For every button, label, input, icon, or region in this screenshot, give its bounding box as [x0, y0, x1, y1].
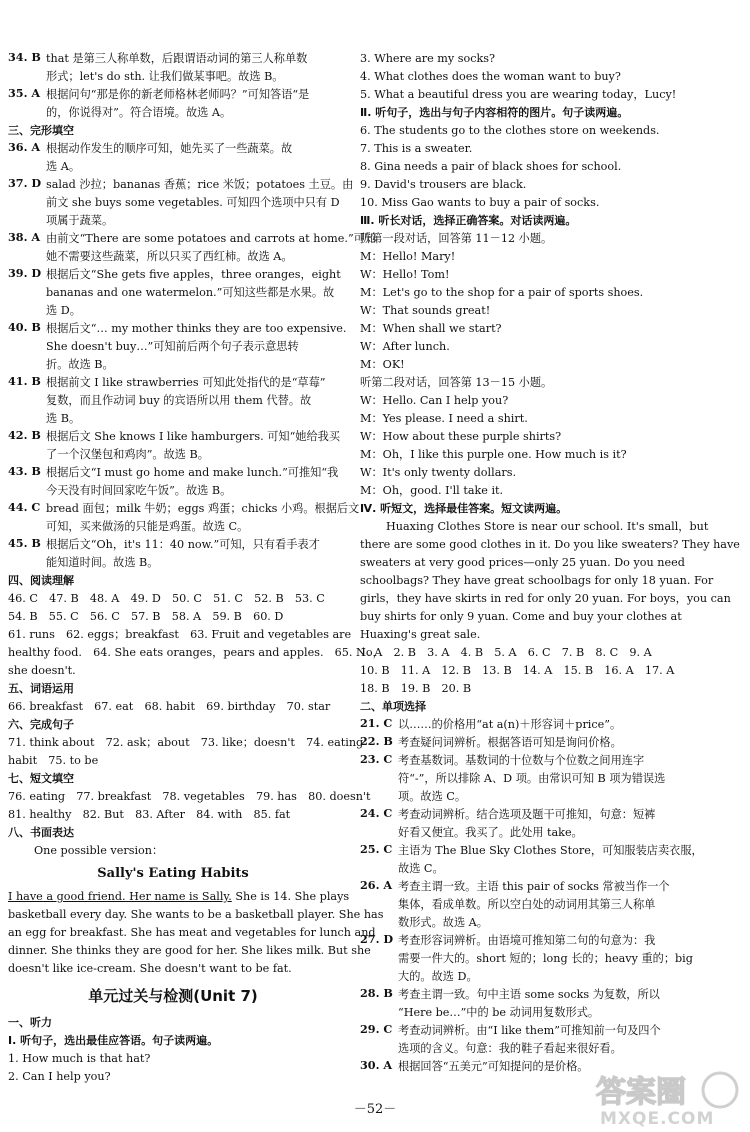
answer-number: 21. C	[360, 716, 393, 730]
text-line: 3. Where are my socks?	[360, 52, 496, 65]
explanation-line: 考查动词辨析。结合选项及题干可推知，句意：短裤	[398, 808, 656, 821]
text-line: 66. breakfast 67. eat 68. habit 69. birthday 70. star	[8, 700, 331, 713]
watermark-circle-icon	[703, 1073, 737, 1107]
text-line: W：Hello! Tom!	[360, 268, 450, 281]
listening-part-i-heading: Ⅰ. 听句子，选出最佳应答语。句子读两遍。	[8, 1034, 219, 1047]
answer-item	[360, 878, 688, 932]
answer-item	[360, 842, 703, 878]
right-column	[360, 50, 740, 1076]
text-line: 18. B 19. B 20. B	[360, 682, 472, 695]
text-line: 6. The students go to the clothes store on weekends.	[360, 124, 660, 137]
explanation-line: salad 沙拉；bananas 香蕉；rice 米饭；potatoes 土豆。由	[46, 178, 354, 191]
section-heading-single-choice: 二、单项选择	[360, 700, 426, 713]
answer-number: 30. A	[360, 1058, 393, 1072]
answer-item	[8, 230, 377, 266]
section-heading-words: 五、词语运用	[8, 682, 74, 695]
explanation-line: 根据后文“I must go home and make lunch.”可推知“我	[46, 466, 339, 479]
explanation-line: 项。故选 C。	[398, 790, 467, 803]
explanation-line: bread 面包；milk 牛奶；eggs 鸡蛋；chicks 小鸡。根据后文	[46, 502, 360, 515]
explanation-line: 考查主谓一致。主语 this pair of socks 常被当作一个	[398, 880, 670, 893]
explanation-line: 根据回答“五美元”可知提问的是价格。	[398, 1060, 589, 1073]
text-line: 7. This is a sweater.	[360, 142, 473, 155]
explanation-line: 由前文“There are some potatoes and carrots at home.”可知	[46, 232, 377, 245]
answer-item	[360, 986, 688, 1022]
text-line: M：Yes please. I need a shirt.	[360, 412, 528, 425]
explanation-line: 根据后文 She knows I like hamburgers. 可知“她给我买	[46, 430, 341, 443]
explanation-line: 选项的含义。句意：我的鞋子看起来很好看。	[398, 1042, 622, 1055]
text-line: sweaters at very good prices—only 25 yuan. Do you need	[360, 556, 685, 569]
explanation-line: 根据前文 I like strawberries 可知此处指代的是“草莓”	[46, 376, 326, 389]
explanation-line: She doesn't buy…”可知前后两个句子表示意思转	[46, 340, 299, 353]
text-line: buy shirts for only 9 yuan. Come and buy your clothes at	[360, 610, 682, 623]
text-line: 54. B 55. C 56. C 57. B 58. A 59. B 60. D	[8, 610, 284, 623]
text-line: schoolbags? They have great schoolbags for only 18 yuan. For	[360, 574, 714, 587]
answer-number: 27. D	[360, 932, 394, 946]
essay-title: Sally's Eating Habits	[97, 866, 249, 881]
listening-sentences-1-2	[8, 1050, 338, 1086]
listening-passage	[360, 518, 740, 644]
answer-number: 38. A	[8, 230, 41, 244]
section-heading-cloze: 三、完形填空	[8, 124, 74, 137]
answer-explanation	[398, 1022, 688, 1058]
explanation-line: 选 B。	[46, 412, 81, 425]
text-line: girls，they have skirts in red for only 20 yuan. For boys，you can	[360, 592, 731, 605]
text-line: 9. David's trousers are black.	[360, 178, 527, 191]
explanation-line: 故选 C。	[398, 862, 444, 875]
explanation-line: that 是第三人称单数，后跟谓语动词的第三人称单数	[46, 52, 308, 65]
answer-explanation	[398, 878, 688, 932]
text-line: habit 75. to be	[8, 754, 99, 767]
passage-cloze-answers	[8, 788, 371, 824]
text-line: M：Let's go to the shop for a pair of sports shoes.	[360, 286, 644, 299]
text-line: M：Oh，I like this purple one. How much is it?	[360, 448, 627, 461]
text-line: Huaxing's great sale.	[360, 628, 481, 641]
explanation-line: 的，你说得对”。符合语境。故选 A。	[46, 106, 232, 119]
text-line: 8. Gina needs a pair of black shoes for school.	[360, 160, 622, 173]
answer-explanation	[398, 986, 688, 1022]
explanation-line: 今天没有时间回家吃午饭”。故选 B。	[46, 484, 232, 497]
answer-item	[360, 932, 693, 986]
essay-first-sentence: I have a good friend. Her name is Sally.	[8, 890, 232, 903]
explanation-line: 考查动词辨析。由“I like them”可推知前一句及四个	[398, 1024, 661, 1037]
answer-number: 39. D	[8, 266, 42, 280]
answer-explanation	[46, 266, 341, 320]
text-line: 10. B 11. A 12. B 13. B 14. A 15. B 16. A 17. A	[360, 664, 675, 677]
section-heading-writing: 八、书面表达	[8, 826, 74, 839]
essay-first-rest: She is 14. She plays	[231, 890, 350, 903]
answer-item	[8, 374, 338, 428]
answer-item	[8, 140, 338, 176]
explanation-line: 考查基数词。基数词的十位数与个位数之间用连字	[398, 754, 645, 767]
answer-number: 28. B	[360, 986, 393, 1000]
answer-explanation	[46, 374, 338, 428]
answer-number: 35. A	[8, 86, 41, 100]
text-line: M：When shall we start?	[360, 322, 502, 335]
answer-number: 24. C	[360, 806, 393, 820]
answer-number: 34. B	[8, 50, 41, 64]
explanation-line: 能知道时间。故选 B。	[46, 556, 159, 569]
text-line: M：OK!	[360, 358, 405, 371]
answer-number: 22. B	[360, 734, 393, 748]
reading-answers	[8, 590, 384, 680]
watermark-logo	[592, 1068, 742, 1130]
essay-first-line	[8, 888, 350, 906]
explanation-line: 考查疑问词辨析。根据答语可知是询问价格。	[398, 736, 622, 749]
answer-item	[8, 500, 360, 536]
answer-item	[8, 536, 338, 572]
text-line: 1. A 2. B 3. A 4. B 5. A 6. C 7. B 8. C 9. A	[360, 646, 652, 659]
answer-explanation	[46, 428, 341, 464]
explanation-line: 考查形容词辨析。由语境可推知第二句的句意为：我	[398, 934, 656, 947]
explanation-line: 折。故选 B。	[46, 358, 114, 371]
explanation-line: 根据后文“She gets five apples，three oranges，eight	[46, 268, 341, 281]
text-line: 1. How much is that hat?	[8, 1052, 151, 1065]
explanation-line: bananas and one watermelon.”可知这些都是水果。故	[46, 286, 335, 299]
answer-number: 23. C	[360, 752, 393, 766]
text-line: healthy food. 64. She eats oranges，pears and apples. 65. No，	[8, 646, 384, 659]
answer-number: 42. B	[8, 428, 41, 442]
answer-item	[360, 734, 688, 752]
text-line: W：It's only twenty dollars.	[360, 466, 517, 479]
explanation-line: 根据后文“Oh，it's 11：40 now.”可知，只有看手表才	[46, 538, 320, 551]
listening-sentences-3-5	[360, 50, 688, 104]
writing-version-label: One possible version：	[34, 844, 164, 857]
explanation-line: 形式；let's do sth. 让我们做某事吧。故选 B。	[46, 70, 284, 83]
answer-item	[8, 320, 347, 374]
answer-explanation	[398, 752, 688, 806]
answer-explanation	[46, 536, 338, 572]
answer-explanation	[46, 140, 338, 176]
section-heading-listening: 一、听力	[8, 1016, 52, 1029]
answer-explanation	[46, 176, 354, 230]
text-line: doesn't like ice-cream. She doesn't want to be fat.	[8, 962, 292, 975]
answer-explanation	[398, 806, 688, 842]
section-heading-sentences: 六、完成句子	[8, 718, 74, 731]
explanation-line: 她不需要这些蔬菜，所以只买了西红柿。故选 A。	[46, 250, 293, 263]
answer-number: 29. C	[360, 1022, 393, 1036]
answer-item	[8, 86, 338, 122]
answer-number: 44. C	[8, 500, 41, 514]
explanation-line: 以……的价格用“at a(n)＋形容词＋price”。	[398, 718, 622, 731]
text-line: 5. What a beautiful dress you are wearing today，Lucy!	[360, 88, 677, 101]
listening-part-iv-heading: Ⅳ. 听短文，选择最佳答案。短文读两遍。	[360, 502, 568, 515]
explanation-line: 考查主谓一致。句中主语 some socks 为复数，所以	[398, 988, 660, 1001]
explanation-line: 大的。故选 D。	[398, 970, 478, 983]
answer-number: 36. A	[8, 140, 41, 154]
explanation-line: 根据问句“那是你的新老师格林老师吗？”可知答语“是	[46, 88, 310, 101]
text-line: Huaxing Clothes Store is near our school. It's small，but	[386, 520, 709, 533]
text-line: 2. Can I help you?	[8, 1070, 111, 1083]
dialog1-intro: 听第一段对话，回答第 11－12 小题。	[360, 232, 553, 245]
text-line: 81. healthy 82. But 83. After 84. with 85. fat	[8, 808, 291, 821]
explanation-line: 需要一件大的。short 短的；long 长的；heavy 重的；big	[398, 952, 693, 965]
listening-part-ii-heading: Ⅱ. 听句子，选出与句子内容相符的图片。句子读两遍。	[360, 106, 629, 119]
answer-explanation	[398, 734, 688, 752]
explanation-line: 前文 she buys some vegetables. 可知四个选项中只有 D	[46, 196, 340, 209]
answer-number: 25. C	[360, 842, 393, 856]
text-line: 61. runs 62. eggs；breakfast 63. Fruit and vegetables are	[8, 628, 352, 641]
text-line: W：Hello. Can I help you?	[360, 394, 509, 407]
explanation-line: 根据动作发生的顺序可知，她先买了一些蔬菜。故	[46, 142, 293, 155]
answer-number: 43. B	[8, 464, 41, 478]
answer-list-36-45	[8, 140, 377, 572]
text-line: she doesn't.	[8, 664, 76, 677]
explanation-line: 主语为 The Blue Sky Clothes Store，可知服装店卖衣服，	[398, 844, 703, 857]
answer-item	[360, 1022, 688, 1058]
answer-number: 40. B	[8, 320, 41, 334]
answer-item	[8, 428, 341, 464]
text-line: 4. What clothes does the woman want to buy?	[360, 70, 621, 83]
explanation-line: “Here be…”中的 be 动词用复数形式。	[398, 1006, 600, 1019]
answer-list-34-35	[8, 50, 338, 122]
explanation-line: 选 D。	[46, 304, 81, 317]
explanation-line: 数形式。故选 A。	[398, 916, 488, 929]
text-line: dinner. She thinks they are good for her. She likes milk. But she	[8, 944, 371, 957]
answer-item	[360, 806, 688, 842]
unit-test-title: 单元过关与检测(Unit 7)	[88, 987, 258, 1005]
explanation-line: 可知，买来做汤的只能是鸡蛋。故选 C。	[46, 520, 249, 533]
explanation-line: 根据后文“… my mother thinks they are too expensive.	[46, 322, 347, 335]
answer-item	[8, 176, 354, 230]
answer-explanation	[398, 932, 693, 986]
explanation-line: 项属于蔬菜。	[46, 214, 114, 227]
text-line: 46. C 47. B 48. A 49. D 50. C 51. C 52. B 53. C	[8, 592, 325, 605]
listening-sentences-6-10	[360, 122, 688, 212]
explanation-line: 符“-”，所以排除 A、D 项。由常识可知 B 项为错误选	[398, 772, 666, 785]
page-number: －52－	[353, 1102, 397, 1117]
explanation-line: 好看又便宜。我买了。此处用 take。	[398, 826, 583, 839]
text-line: 10. Miss Gao wants to buy a pair of socks.	[360, 196, 600, 209]
explanation-line: 集体，看成单数。所以空白处的动词用其第三人称单	[398, 898, 656, 911]
text-line: M：Hello! Mary!	[360, 250, 456, 263]
text-line: basketball every day. She wants to be a basketball player. She has	[8, 908, 384, 921]
answer-explanation	[398, 842, 703, 878]
answer-list-21-30	[360, 716, 703, 1076]
text-line: W：That sounds great!	[360, 304, 491, 317]
section-heading-reading: 四、阅读理解	[8, 574, 74, 587]
explanation-line: 选 A。	[46, 160, 81, 173]
answer-explanation	[46, 500, 360, 536]
answer-item	[8, 464, 338, 500]
answer-number: 37. D	[8, 176, 42, 190]
text-line: an egg for breakfast. She has meat and vegetables for lunch and	[8, 926, 376, 939]
answer-item	[360, 716, 688, 734]
text-line: 71. think about 72. ask；about 73. like；doesn't 74. eating	[8, 736, 364, 749]
section-heading-passage-cloze: 七、短文填空	[8, 772, 74, 785]
answer-explanation	[46, 86, 338, 122]
dialog-1	[360, 248, 688, 374]
explanation-line: 复数，而且作动词 buy 的宾语所以用 them 代替。故	[46, 394, 312, 407]
watermark-text-bottom: MXQE.COM	[600, 1109, 715, 1129]
answer-item	[8, 50, 338, 86]
listening-answers	[360, 644, 688, 698]
answer-explanation	[46, 464, 338, 500]
answer-number: 26. A	[360, 878, 393, 892]
text-line: 76. eating 77. breakfast 78. vegetables 79. has 80. doesn't	[8, 790, 371, 803]
answer-explanation	[46, 50, 338, 86]
text-line: there are some good clothes in it. Do you like sweaters? They have	[360, 538, 740, 551]
explanation-line: 了一个汉堡包和鸡肉”。故选 B。	[46, 448, 209, 461]
answer-number: 45. B	[8, 536, 41, 550]
text-line: W：How about these purple shirts?	[360, 430, 562, 443]
dialog-2	[360, 392, 688, 500]
answer-explanation	[398, 716, 688, 734]
answer-item	[360, 752, 688, 806]
text-line: W：After lunch.	[360, 340, 450, 353]
word-answers	[8, 698, 338, 716]
answer-explanation	[46, 320, 347, 374]
dialog2-intro: 听第二段对话，回答第 13－15 小题。	[360, 376, 553, 389]
watermark-text-top: 答案圈	[596, 1075, 686, 1110]
listening-part-iii-heading: Ⅲ. 听长对话，选择正确答案。对话读两遍。	[360, 214, 577, 227]
answer-explanation	[46, 230, 377, 266]
text-line: M：Oh，good. I'll take it.	[360, 484, 504, 497]
answer-item	[8, 266, 341, 320]
sentence-answers	[8, 734, 364, 770]
answer-number: 41. B	[8, 374, 41, 388]
